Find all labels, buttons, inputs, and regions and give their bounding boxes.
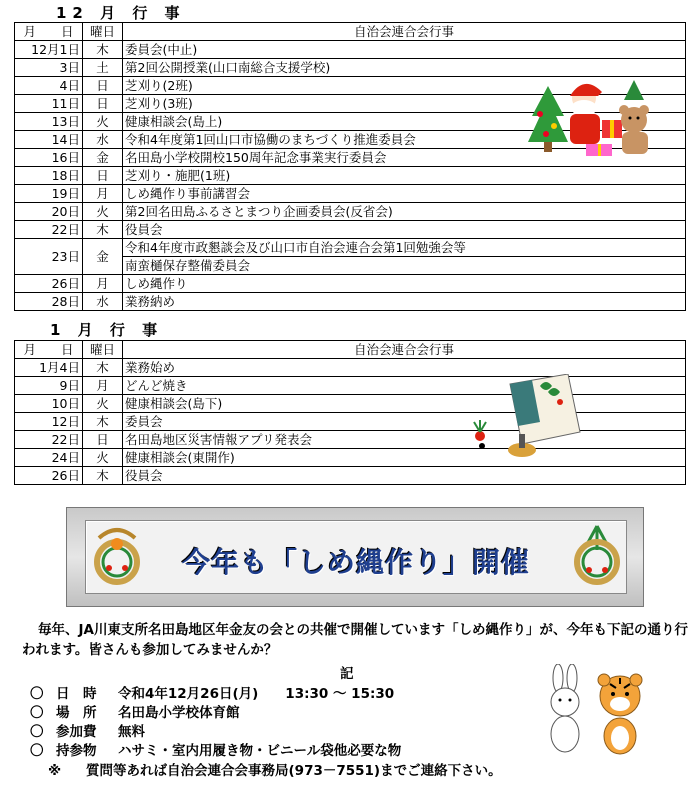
table-header-row [15, 341, 686, 359]
event-cell: 芝刈り(2班) [123, 77, 686, 95]
weekday-cell: 土 [83, 59, 123, 77]
table-row [15, 167, 686, 185]
date-cell: 23日 [15, 239, 83, 275]
weekday-cell: 木 [83, 413, 123, 431]
table-row [15, 239, 686, 257]
weekday-cell: 月 [83, 377, 123, 395]
bullet: 〇 [30, 724, 44, 740]
event-cell: 業務始め [123, 359, 686, 377]
date-cell: 22日 [15, 221, 83, 239]
bullet: 〇 [30, 743, 44, 759]
bullet: 〇 [30, 686, 44, 702]
item-value: ハサミ・室内用履き物・ビニール袋他必要な物 [118, 743, 402, 759]
notice-item-place [30, 701, 550, 721]
date-cell: 10日 [15, 395, 83, 413]
event-cell: 令和4年度第1回山口市協働のまちづくり推進委員会 [123, 131, 686, 149]
item-value: 名田島小学校体育館 [118, 705, 240, 721]
date-cell: 22日 [15, 431, 83, 449]
weekday-cell: 火 [83, 449, 123, 467]
weekday-cell: 日 [83, 77, 123, 95]
table-row [15, 293, 686, 311]
date-cell: 26日 [15, 467, 83, 485]
date-cell: 9日 [15, 377, 83, 395]
event-cell: 役員会 [123, 221, 686, 239]
weekday-cell: 木 [83, 467, 123, 485]
date-cell: 11日 [15, 95, 83, 113]
weekday-cell: 木 [83, 41, 123, 59]
shimenawa-wreath-right-icon [567, 522, 627, 592]
notice-note [48, 759, 648, 779]
event-cell: しめ縄作り事前講習会 [123, 185, 686, 203]
weekday-cell: 月 [83, 185, 123, 203]
event-cell: 第2回名田島ふるさとまつり企画委員会(反省会) [123, 203, 686, 221]
date-cell: 12月1日 [15, 41, 83, 59]
date-cell: 12日 [15, 413, 83, 431]
item-value: 令和4年12月26日(月) 13:30 ～ 15:30 [118, 686, 395, 702]
bullet: 〇 [30, 705, 44, 721]
event-cell: 第2回公開授業(山口南総合支援学校) [123, 59, 686, 77]
header-events: 自治会連合会行事 [123, 23, 686, 41]
weekday-cell: 火 [83, 203, 123, 221]
date-cell: 1月4日 [15, 359, 83, 377]
january-title: 1 月 行 事 [50, 321, 164, 339]
event-cell: どんど焼き [123, 377, 686, 395]
december-schedule-table [14, 22, 686, 311]
event-cell: 役員会 [123, 467, 686, 485]
item-label: 参加費 [56, 724, 97, 740]
weekday-cell: 水 [83, 131, 123, 149]
date-cell: 4日 [15, 77, 83, 95]
table-row [15, 203, 686, 221]
notice-ki: 記 [340, 666, 354, 682]
date-cell: 13日 [15, 113, 83, 131]
weekday-cell: 日 [83, 431, 123, 449]
item-label: 日 時 [56, 686, 97, 702]
weekday-cell: 木 [83, 221, 123, 239]
date-cell: 28日 [15, 293, 83, 311]
header-weekday: 曜日 [83, 23, 123, 41]
notice-item-bring [30, 739, 550, 759]
header-month-day: 月 日 [15, 23, 83, 41]
table-row [15, 221, 686, 239]
date-cell: 18日 [15, 167, 83, 185]
header-month-day: 月 日 [15, 341, 83, 359]
event-cell: 令和4年度市政懇談会及び山口市自治会連合会第1回勉強会等 [123, 239, 686, 257]
event-cell: 芝刈り・施肥(1班) [123, 167, 686, 185]
note-text: 質問等あれば自治会連合会事務局(973－7551)までご連絡下さい。 [86, 763, 502, 779]
event-cell: 健康相談会(島下) [123, 395, 686, 413]
event-cell: 名田島小学校開校150周年記念事業実行委員会 [123, 149, 686, 167]
date-cell: 14日 [15, 131, 83, 149]
table-row [15, 467, 686, 485]
weekday-cell: 金 [83, 239, 123, 275]
date-cell: 24日 [15, 449, 83, 467]
notice-intro: 毎年、JA川東支所名田島地区年金友の会との共催で開催しています「しめ縄作り」が、今年も下記の通り行われます。皆さんも参加してみませんか？ [22, 622, 688, 658]
table-row [15, 59, 686, 77]
shimenawa-wreath-left-icon [89, 524, 145, 590]
header-events: 自治会連合会行事 [123, 341, 686, 359]
item-label: 場 所 [56, 705, 97, 721]
event-cell: 芝刈り(3班) [123, 95, 686, 113]
note-mark: ※ [48, 763, 62, 779]
notice-item-datetime [30, 682, 550, 702]
weekday-cell: 月 [83, 275, 123, 293]
event-cell: 健康相談会(島上) [123, 113, 686, 131]
event-cell: 業務納め [123, 293, 686, 311]
table-header-row [15, 23, 686, 41]
event-cell: 委員会(中止) [123, 41, 686, 59]
weekday-cell: 日 [83, 167, 123, 185]
weekday-cell: 水 [83, 293, 123, 311]
item-label: 持参物 [56, 743, 97, 759]
event-cell: 委員会 [123, 413, 686, 431]
weekday-cell: 金 [83, 149, 123, 167]
event-cell: 名田島地区災害情報アプリ発表会 [123, 431, 686, 449]
christmas-illustration [526, 76, 656, 166]
weekday-cell: 日 [83, 95, 123, 113]
date-cell: 26日 [15, 275, 83, 293]
date-cell: 20日 [15, 203, 83, 221]
new-year-illustration [470, 374, 590, 464]
event-cell: 健康相談会(東開作) [123, 449, 686, 467]
banner-panel [85, 520, 627, 594]
december-title: 12 月 行 事 [56, 4, 186, 22]
weekday-cell: 木 [83, 359, 123, 377]
event-cell: しめ縄作り [123, 275, 686, 293]
date-cell: 19日 [15, 185, 83, 203]
item-value: 無料 [118, 724, 145, 740]
header-weekday: 曜日 [83, 341, 123, 359]
date-cell: 3日 [15, 59, 83, 77]
rabbit-tiger-illustration [540, 664, 650, 756]
table-row [15, 275, 686, 293]
event-cell: 南蛮樋保存整備委員会 [123, 257, 686, 275]
table-row [15, 185, 686, 203]
weekday-cell: 火 [83, 113, 123, 131]
shimenawa-banner [66, 507, 644, 607]
banner-title: 今年も「しめ縄作り」開催 [181, 546, 530, 579]
date-cell: 16日 [15, 149, 83, 167]
table-row [15, 41, 686, 59]
notice-item-fee [30, 720, 550, 740]
weekday-cell: 火 [83, 395, 123, 413]
